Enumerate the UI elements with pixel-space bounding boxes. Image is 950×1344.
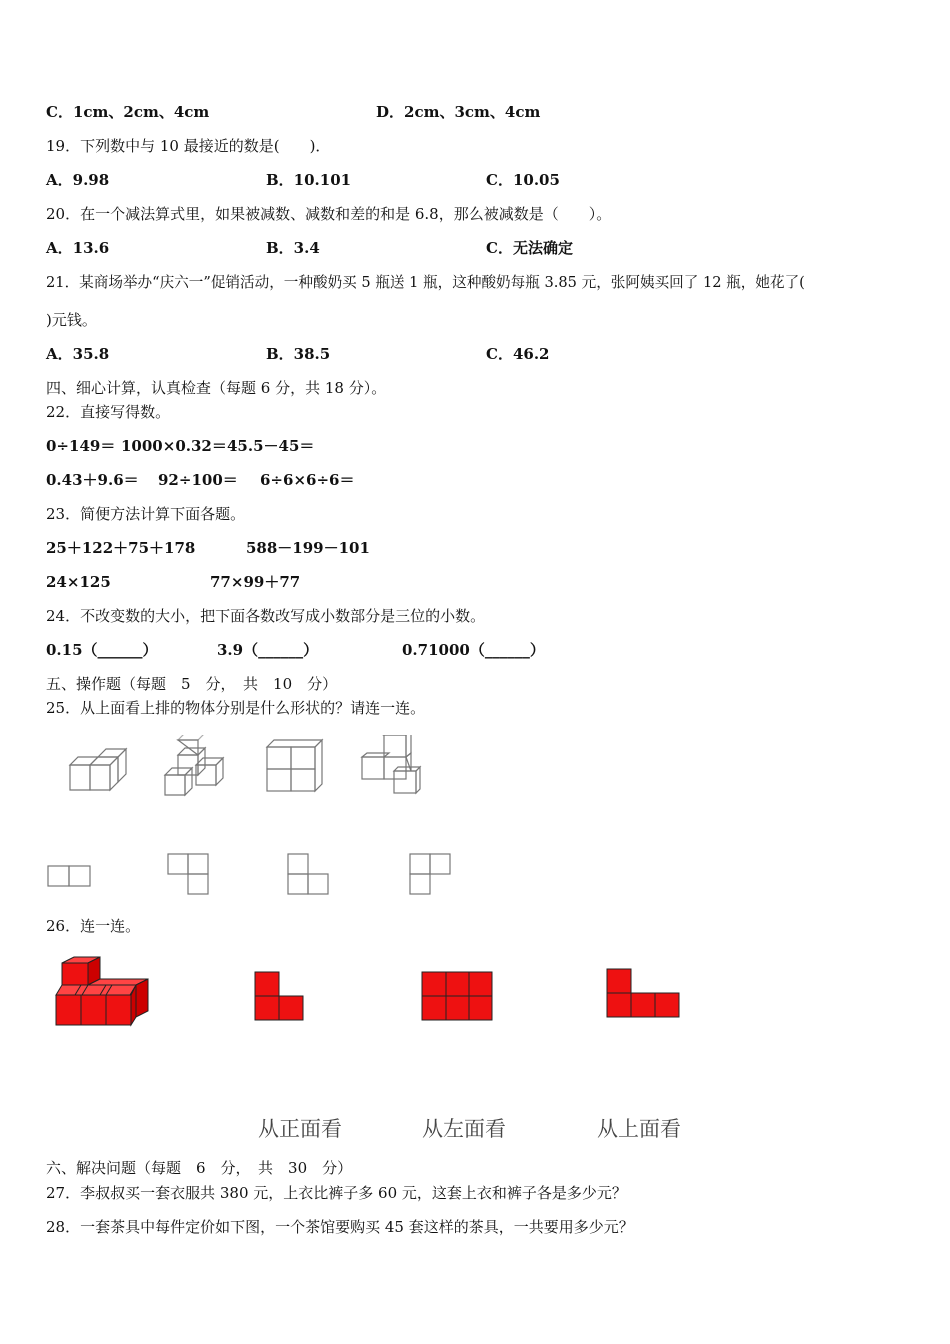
- q22-item: 45.5－45＝: [227, 437, 315, 455]
- cube-object-2: [165, 735, 223, 795]
- q22-item: 6÷6×6÷6＝: [260, 471, 355, 489]
- q22-stem: 22．直接写得数。: [46, 403, 171, 421]
- q26-stem: 26．连一连。: [46, 917, 141, 935]
- q25-stem: 25．从上面看上排的物体分别是什么形状的？请连一连。: [46, 699, 426, 717]
- q23-item: 25＋122＋75＋178: [46, 539, 196, 557]
- q22-item: 1000×0.32＝: [121, 437, 227, 455]
- q22-item: 0÷149＝: [46, 437, 116, 455]
- cube-object-1: [70, 749, 126, 790]
- q20-option-b: B．3.4: [266, 239, 320, 257]
- q26-view-b: [420, 970, 494, 1022]
- q26-caption-front: 从正面看: [258, 1117, 342, 1141]
- q19-option-a: A．9.98: [46, 171, 110, 189]
- q24-item: 3.9（______）: [217, 641, 319, 659]
- q21-stem-line1: 21．某商场举办“庆六一”促销活动，一种酸奶买 5 瓶送 1 瓶，这种酸奶每瓶 3.85 元，张阿姨买回了 12 瓶，她花了(: [46, 274, 805, 291]
- cube-object-4: [362, 735, 420, 793]
- q20-stem: 20．在一个减法算式里，如果被减数、减数和差的和是 6.8，那么被减数是（ ）。: [46, 205, 612, 223]
- q23-item: 588－199－101: [246, 539, 370, 557]
- q28-stem: 28．一套茶具中每件定价如下图，一个茶馆要购买 45 套这样的茶具，一共要用多少元？: [46, 1218, 634, 1236]
- q26-view-c: [605, 967, 681, 1021]
- q19-option-b: B．10.101: [266, 171, 352, 189]
- q24-stem: 24．不改变数的大小，把下面各数改写成小数部分是三位的小数。: [46, 607, 486, 625]
- section-5-heading: 五、操作题（每题 5 分， 共 10 分）: [46, 675, 338, 693]
- q26-view-a: [253, 970, 305, 1022]
- q19-option-c: C．10.05: [486, 171, 560, 189]
- q21-option-b: B．38.5: [266, 345, 331, 363]
- q27-stem: 27．李叔叔买一套衣服共 380 元，上衣比裤子多 60 元，这套上衣和裤子各是多少元？: [46, 1184, 627, 1202]
- cube-object-3: [267, 740, 322, 791]
- view-shape-1: [48, 866, 90, 886]
- q25-view-shapes: [46, 852, 456, 902]
- q26-caption-left: 从左面看: [422, 1117, 506, 1141]
- q18-option-c: C．1cm、2cm、4cm: [46, 103, 210, 121]
- q24-item: 0.71000（______）: [402, 641, 545, 659]
- q22-item: 92÷100＝: [158, 471, 238, 489]
- section-6-heading: 六、解决问题（每题 6 分， 共 30 分）: [46, 1159, 353, 1177]
- view-shape-3: [288, 854, 328, 894]
- q18-option-d: D．2cm、3cm、4cm: [376, 103, 541, 121]
- section-4-heading: 四、细心计算，认真检查（每题 6 分，共 18 分）。: [46, 379, 387, 397]
- q19-stem: 19．下列数中与 10 最接近的数是( )．: [46, 137, 331, 155]
- q26-caption-top: 从上面看: [597, 1117, 681, 1141]
- view-shape-4: [410, 854, 450, 894]
- q23-item: 77×99＋77: [210, 573, 301, 591]
- q20-option-a: A．13.6: [46, 239, 110, 257]
- view-shape-2: [168, 854, 208, 894]
- q22-item: 0.43＋9.6＝: [46, 471, 139, 489]
- q23-item: 24×125: [46, 573, 111, 591]
- q26-red-cube-object: [50, 955, 160, 1030]
- q20-option-c: C．无法确定: [486, 239, 573, 257]
- q23-stem: 23．简便方法计算下面各题。: [46, 505, 246, 523]
- q25-cube-objects: [60, 735, 440, 805]
- q21-option-c: C．46.2: [486, 345, 550, 363]
- q24-item: 0.15（______）: [46, 641, 158, 659]
- q21-stem-line2: )元钱。: [46, 311, 97, 329]
- q21-option-a: A．35.8: [46, 345, 110, 363]
